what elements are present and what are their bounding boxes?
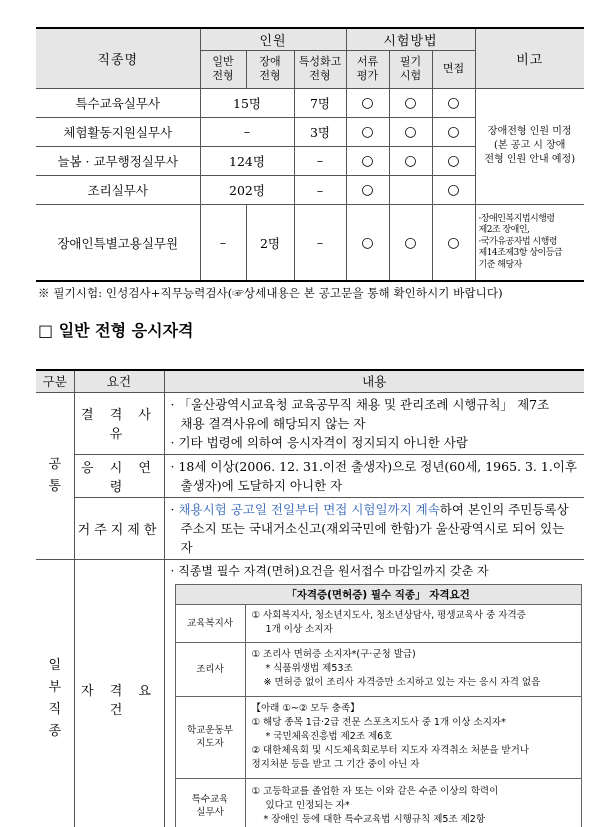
count-specialized: – [294, 176, 346, 205]
recruitment-table [36, 27, 584, 282]
remark-disabled-tbd: 장애전형 인원 미정 (본 공고 시 장애 전형 인원 안내 예정) [475, 88, 584, 204]
mark-written: ○ [389, 146, 432, 175]
requirement-age: 응 시 연 령 [74, 454, 164, 497]
content-disqualification: · 「울산광역시교육청 교육공무직 채용 및 관리조례 시행규칙」 제7조 채용 결격사유에 해당되지 않는 자 · 기타 법령에 의하여 응시자격이 정지되지 아니한 사람 [164, 392, 584, 454]
mark-document: ○ [346, 176, 389, 205]
table-row [175, 696, 581, 778]
table-row [36, 88, 584, 117]
mark-document: ○ [346, 205, 389, 281]
table-row [175, 778, 581, 827]
header-personnel: 인원 [200, 28, 346, 50]
header-exam-method: 시험방법 [346, 28, 475, 50]
table-row [36, 497, 584, 559]
job-name: 특수교육실무사 [36, 88, 200, 117]
category-per-job: 일 부 직 종 [36, 559, 74, 827]
header-interview: 면접 [432, 50, 475, 88]
header-requirement: 요건 [74, 370, 164, 392]
header-written: 필기 시험 [389, 50, 432, 88]
mark-interview: ○ [432, 88, 475, 117]
table-row [36, 205, 584, 281]
remark-disabled-criteria: ·장애인복지법시행령 제2조 장애인, ·국가유공자법 시행령 제14조제3항 상이등급 기준 해당자 [475, 205, 584, 281]
license-description: 【아래 ①~② 모두 충족】 ① 해당 종목 1급·2급 전문 스포츠지도사 중 1개 이상 소지자* * 국민체육진흥법 제2조 제6호 ② 대한체육회 및 시도체육회로부터 지도자 자격취소 처분을 받거나 정지처분 등을 받고 그 기간 중이 아닌 자 [245, 696, 581, 778]
count-general: – [200, 117, 294, 146]
license-description: ① 사회복지사, 청소년지도사, 청소년상담사, 평생교육사 중 자격증 1개 이상 소지자 [245, 604, 581, 642]
table-row [175, 642, 581, 696]
count-general: 124명 [200, 146, 294, 175]
table-row [36, 559, 584, 827]
license-category: 특수교육 실무사 [175, 778, 245, 827]
count-general: 202명 [200, 176, 294, 205]
mark-written [389, 176, 432, 205]
count-disabled: 2명 [246, 205, 294, 281]
header-job-name: 직종명 [36, 28, 200, 88]
license-description: ① 고등학교를 졸업한 자 또는 이와 같은 수준 이상의 학력이 있다고 인정되는 자* * 장애인 등에 대한 특수교육법 시행규칙 제5조 제2항 [245, 778, 581, 827]
content-qualification [164, 559, 584, 827]
license-category: 조리사 [175, 642, 245, 696]
mark-document: ○ [346, 88, 389, 117]
mark-interview: ○ [432, 205, 475, 281]
header-general: 일반 전형 [200, 50, 246, 88]
table-row [36, 454, 584, 497]
written-exam-footnote: ※ 필기시험: 인성검사+직무능력검사(☞상세내용은 본 공고문을 통해 확인하시기 바랍니다) [38, 286, 503, 300]
eligibility-table [36, 369, 584, 827]
header-document: 서류 평가 [346, 50, 389, 88]
count-specialized: – [294, 146, 346, 175]
table-row [175, 604, 581, 642]
section-title: □ 일반 전형 응시자격 [38, 321, 194, 340]
mark-written: ○ [389, 205, 432, 281]
mark-document: ○ [346, 117, 389, 146]
header-category: 구분 [36, 370, 74, 392]
mark-written: ○ [389, 117, 432, 146]
job-name: 장애인특별고용실무원 [36, 205, 200, 281]
table-row [36, 392, 584, 454]
license-requirements-table [175, 584, 582, 827]
header-specialized: 특성화고 전형 [294, 50, 346, 88]
license-table-title: 「자격증(면허증) 필수 직종」 자격요건 [175, 584, 581, 604]
mark-interview: ○ [432, 117, 475, 146]
count-specialized: – [294, 205, 346, 281]
mark-interview: ○ [432, 176, 475, 205]
requirement-residence: 거주지제한 [74, 497, 164, 559]
job-name: 늘봄 · 교무행정실무사 [36, 146, 200, 175]
count-specialized: 3명 [294, 117, 346, 146]
license-category: 학교운동부 지도자 [175, 696, 245, 778]
license-category: 교육복지사 [175, 604, 245, 642]
header-remarks: 비고 [475, 28, 584, 88]
category-common: 공 통 [36, 392, 74, 559]
job-name: 조리실무사 [36, 176, 200, 205]
mark-interview: ○ [432, 146, 475, 175]
job-name: 체험활동지원실무사 [36, 117, 200, 146]
content-age: · 18세 이상(2006. 12. 31.이전 출생자)으로 정년(60세, 1965. 3. 1.이후 출생자)에 도달하지 아니한 자 [164, 454, 584, 497]
header-content: 내용 [164, 370, 584, 392]
qualification-intro: · 직종별 필수 자격(면허)요건을 원서접수 마감일까지 갖춘 자 [170, 563, 489, 578]
content-residence: · 채용시험 공고일 전일부터 면접 시험일까지 계속하여 본인의 주민등록상 주소지 또는 국내거소신고(재외국민에 한함)가 울산광역시로 되어 있는 자 [164, 497, 584, 559]
count-general: 15명 [200, 88, 294, 117]
count-specialized: 7명 [294, 88, 346, 117]
mark-written: ○ [389, 88, 432, 117]
requirement-qualification: 자 격 요 건 [74, 559, 164, 827]
count-general: – [200, 205, 246, 281]
license-description: ① 조리사 면허증 소지자*(구·군청 발급) * 식품위생법 제53조 ※ 면허증 없이 조리사 자격증만 소지하고 있는 자는 응시 자격 없음 [245, 642, 581, 696]
residence-period-highlight: 채용시험 공고일 전일부터 면접 시험일까지 계속 [178, 501, 440, 517]
mark-document: ○ [346, 146, 389, 175]
requirement-disqualification: 결 격 사 유 [74, 392, 164, 454]
header-disabled: 장애 전형 [246, 50, 294, 88]
